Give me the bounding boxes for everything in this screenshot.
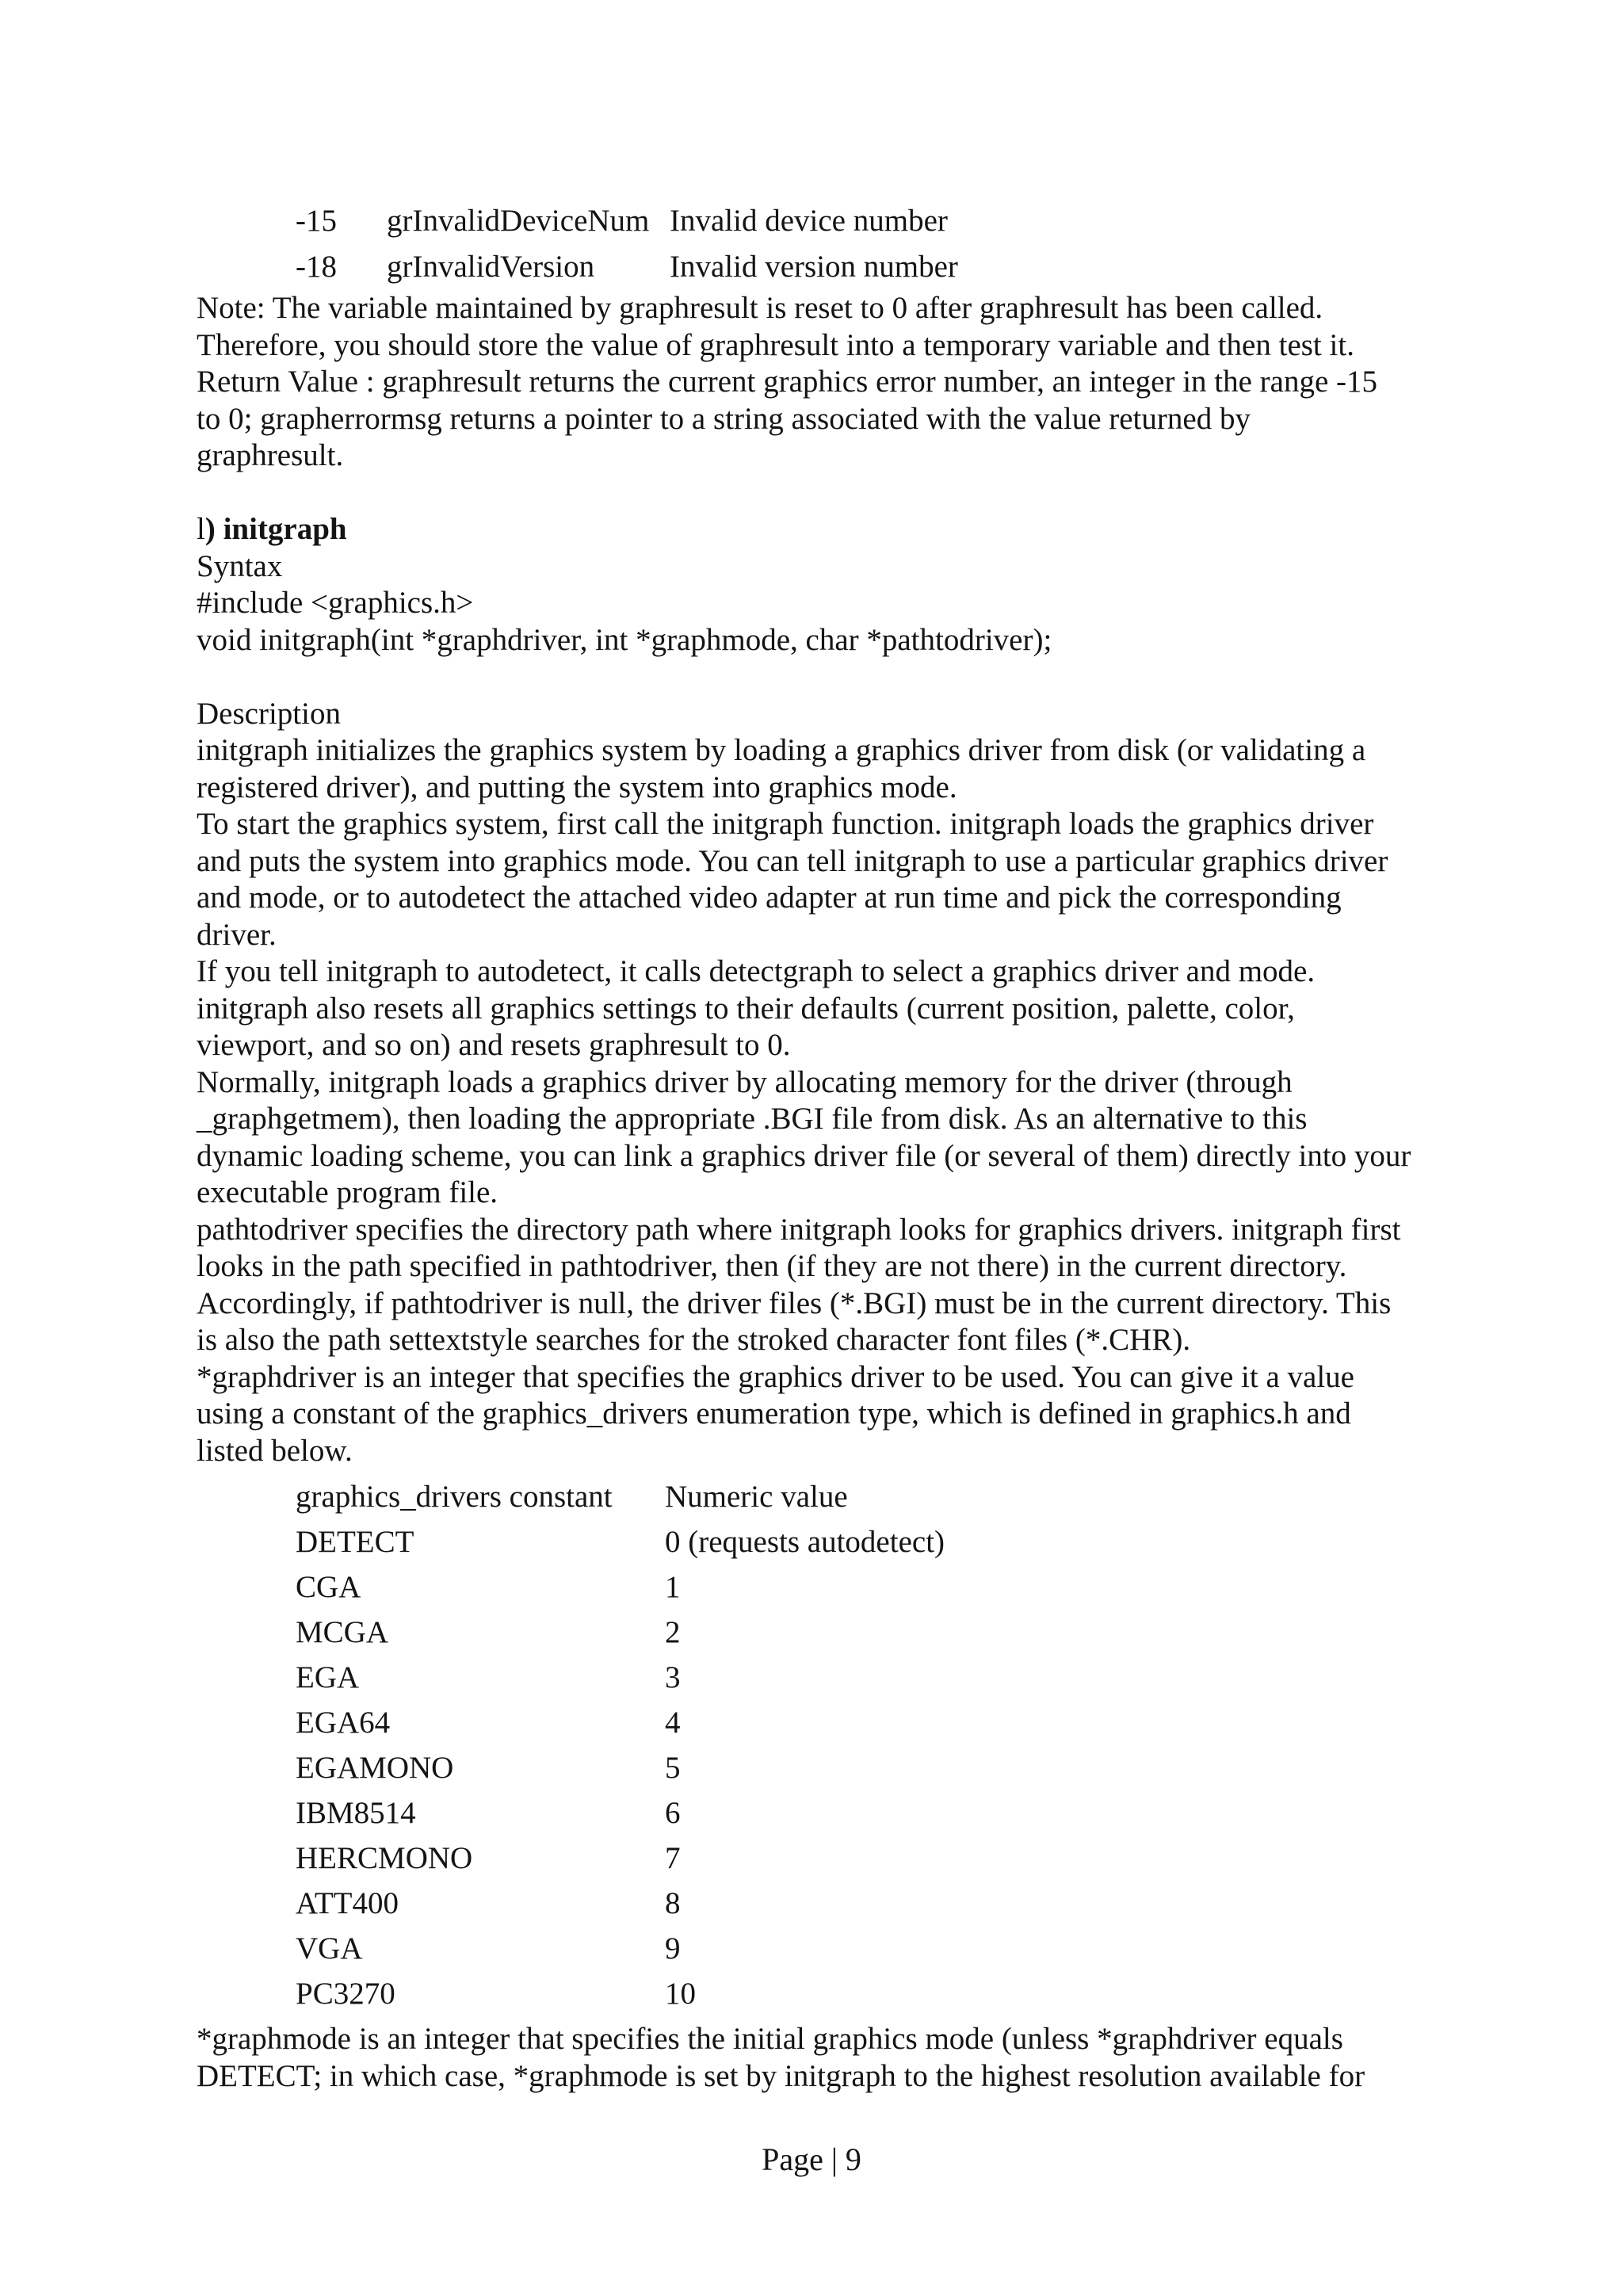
page-content — [197, 198, 1449, 2095]
section-title: ) initgraph — [204, 512, 347, 546]
syntax-label: Syntax — [197, 548, 283, 583]
column-header-constant: graphics_drivers constant — [296, 1480, 613, 1514]
text-line: and mode, or to autodetect the attached video adapter at run time and pick the corresponding — [197, 881, 1342, 915]
table-row — [197, 1564, 1449, 1610]
error-code-table — [197, 198, 1449, 290]
page-footer — [0, 2140, 1623, 2179]
driver-constant: PC3270 — [296, 1977, 395, 2011]
text-line: using a constant of the graphics_drivers enumeration type, which is defined in graphics.h and — [197, 1396, 1351, 1431]
include-line: #include <graphics.h> — [197, 586, 474, 620]
text-line: Return Value : graphresult returns the current graphics error number, an integer in the range -15 — [197, 365, 1378, 399]
error-description: Invalid device number — [670, 204, 948, 238]
error-code: -15 — [296, 204, 337, 238]
table-row — [197, 1881, 1449, 1926]
text-line: To start the graphics system, first call the initgraph function. initgraph loads the graphics driver — [197, 807, 1374, 841]
text-line: initgraph initializes the graphics system by loading a graphics driver from disk (or validating a — [197, 733, 1366, 767]
driver-constant: MCGA — [296, 1615, 389, 1649]
text-line: *graphmode is an integer that specifies the initial graphics mode (unless *graphdriver equals — [197, 2022, 1343, 2056]
driver-constant: IBM8514 — [296, 1796, 416, 1830]
driver-value: 2 — [665, 1615, 681, 1649]
driver-constant: CGA — [296, 1570, 361, 1604]
driver-value: 6 — [665, 1796, 681, 1830]
text-line: viewport, and so on) and resets graphresult to 0. — [197, 1028, 791, 1062]
error-row — [197, 198, 1449, 244]
error-constant: grInvalidVersion — [387, 250, 595, 284]
description-body — [197, 732, 1449, 1469]
error-constant: grInvalidDeviceNum — [387, 204, 650, 238]
table-row — [197, 1790, 1449, 1836]
text-line: Accordingly, if pathtodriver is null, the driver files (*.BGI) must be in the current directory. This — [197, 1286, 1392, 1320]
text-line: *graphdriver is an integer that specifies the graphics driver to be used. You can give it a value — [197, 1359, 1354, 1394]
error-description: Invalid version number — [670, 250, 958, 284]
driver-value: 4 — [665, 1706, 681, 1740]
driver-value: 9 — [665, 1931, 681, 1966]
text-line: dynamic loading scheme, you can link a graphics driver file (or several of them) directly into your — [197, 1138, 1411, 1173]
text-line: Normally, initgraph loads a graphics driver by allocating memory for the driver (through — [197, 1064, 1293, 1099]
table-row — [197, 1519, 1449, 1564]
driver-value: 1 — [665, 1570, 681, 1604]
table-row — [197, 1836, 1449, 1881]
driver-constant: EGAMONO — [296, 1751, 454, 1785]
page-number: Page | 9 — [762, 2141, 861, 2177]
table-row — [197, 1926, 1449, 1971]
text-line: listed below. — [197, 1433, 353, 1468]
section-prefix: l — [197, 512, 205, 546]
closing-paragraph — [197, 2021, 1449, 2095]
function-prototype: void initgraph(int *graphdriver, int *graphmode, char *pathtodriver); — [197, 622, 1052, 657]
text-line: executable program file. — [197, 1175, 498, 1209]
note-paragraph — [197, 290, 1449, 475]
text-line: driver. — [197, 917, 277, 952]
text-line: graphresult. — [197, 438, 344, 472]
driver-constant: VGA — [296, 1931, 363, 1966]
table-row — [197, 1971, 1449, 2016]
graphics-drivers-table — [197, 1474, 1449, 2016]
column-header-value: Numeric value — [665, 1480, 848, 1514]
driver-constant: EGA64 — [296, 1706, 391, 1740]
driver-constant: DETECT — [296, 1525, 414, 1559]
error-row — [197, 244, 1449, 290]
text-line: to 0; grapherrormsg returns a pointer to a string associated with the value returned by — [197, 401, 1251, 436]
error-code: -18 — [296, 250, 337, 284]
text-line: _graphgetmem), then loading the appropriate .BGI file from disk. As an alternative to this — [197, 1102, 1308, 1136]
description-label: Description — [197, 696, 341, 731]
text-line: registered driver), and putting the system into graphics mode. — [197, 770, 957, 804]
driver-value: 5 — [665, 1751, 681, 1785]
text-line: pathtodriver specifies the directory path where initgraph looks for graphics drivers. initgraph first — [197, 1212, 1401, 1247]
section-heading — [197, 511, 1449, 548]
driver-value: 10 — [665, 1977, 696, 2011]
table-row — [197, 1700, 1449, 1745]
spacer — [197, 659, 1449, 696]
text-line: and puts the system into graphics mode. You can tell initgraph to use a particular graphics driver — [197, 843, 1388, 878]
table-row — [197, 1610, 1449, 1655]
text-line: initgraph also resets all graphics settings to their defaults (current position, palette, color, — [197, 991, 1295, 1026]
driver-value: 0 (requests autodetect) — [665, 1525, 945, 1559]
driver-value: 8 — [665, 1886, 681, 1920]
text-line: is also the path settextstyle searches for the stroked character font files (*.CHR). — [197, 1323, 1191, 1357]
text-line: Therefore, you should store the value of graphresult into a temporary variable and then test it. — [197, 327, 1354, 362]
driver-value: 3 — [665, 1660, 681, 1694]
table-row — [197, 1745, 1449, 1790]
driver-constant: HERCMONO — [296, 1841, 473, 1875]
driver-value: 7 — [665, 1841, 681, 1875]
text-line: If you tell initgraph to autodetect, it calls detectgraph to select a graphics driver and mode. — [197, 954, 1316, 988]
spacer — [197, 475, 1449, 512]
table-row — [197, 1655, 1449, 1700]
text-line: Note: The variable maintained by graphresult is reset to 0 after graphresult has been called. — [197, 291, 1323, 325]
text-line: looks in the path specified in pathtodriver, then (if they are not there) in the current directory. — [197, 1249, 1347, 1283]
driver-constant: ATT400 — [296, 1886, 399, 1920]
driver-constant: EGA — [296, 1660, 360, 1694]
text-line: DETECT; in which case, *graphmode is set by initgraph to the highest resolution available for — [197, 2058, 1365, 2093]
table-header-row — [197, 1474, 1449, 1519]
